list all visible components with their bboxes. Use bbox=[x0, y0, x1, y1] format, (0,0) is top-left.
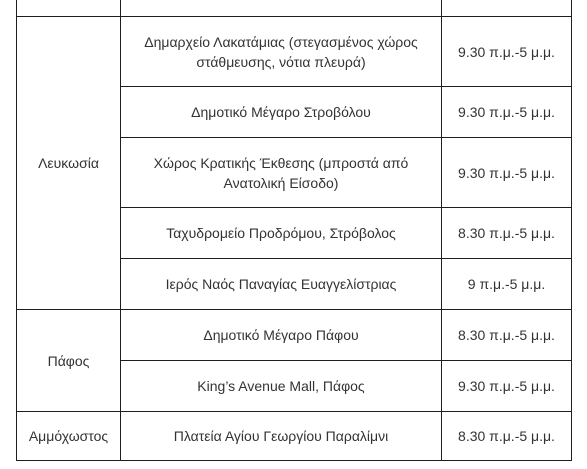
location-cell: Πλατεία Αγίου Γεωργίου Παραλίμνι bbox=[121, 412, 442, 461]
hours-cell: 9.30 π.μ.-5 μ.μ. bbox=[442, 87, 572, 138]
location-cell: King’s Avenue Mall, Πάφος bbox=[121, 361, 442, 412]
table-row bbox=[17, 310, 572, 361]
location-cell: Δημαρχείο Λακατάμιας (στεγασμένος χώρος στάθμευσης, νότια πλευρά) bbox=[121, 17, 442, 87]
region-cell bbox=[17, 0, 121, 17]
hours-cell: 9.30 π.μ.-5 μ.μ. bbox=[442, 361, 572, 412]
location-cell: Δημοτικό Μέγαρο Στροβόλου bbox=[121, 87, 442, 138]
hours-cell: 8.30 π.μ.-5 μ.μ. bbox=[442, 412, 572, 461]
location-cell: Χώρος Κρατικής Έκθεσης (μπροστά από Ανατολική Είσοδο) bbox=[121, 138, 442, 208]
location-cell: Δημοτικό Μέγαρο Πάφου bbox=[121, 310, 442, 361]
vaccination-locations-table bbox=[16, 0, 572, 461]
hours-cell: 8.30 π.μ.-5 μ.μ. bbox=[442, 208, 572, 259]
hours-cell: 8.30 π.μ.-5 μ.μ. bbox=[442, 310, 572, 361]
hours-cell: 9 π.μ.-5 μ.μ. bbox=[442, 259, 572, 310]
region-cell: Πάφος bbox=[17, 310, 121, 412]
table-row bbox=[17, 17, 572, 87]
hours-cell bbox=[442, 0, 572, 17]
location-cell bbox=[121, 0, 442, 17]
location-cell: Ιερός Ναός Παναγίας Ευαγγελίστριας bbox=[121, 259, 442, 310]
table-row bbox=[17, 412, 572, 461]
hours-cell: 9.30 π.μ.-5 μ.μ. bbox=[442, 17, 572, 87]
region-cell: Λευκωσία bbox=[17, 17, 121, 310]
location-cell: Ταχυδρομείο Προδρόμου, Στρόβολος bbox=[121, 208, 442, 259]
region-cell: Αμμόχωστος bbox=[17, 412, 121, 461]
table-row bbox=[17, 0, 572, 17]
hours-cell: 9.30 π.μ.-5 μ.μ. bbox=[442, 138, 572, 208]
